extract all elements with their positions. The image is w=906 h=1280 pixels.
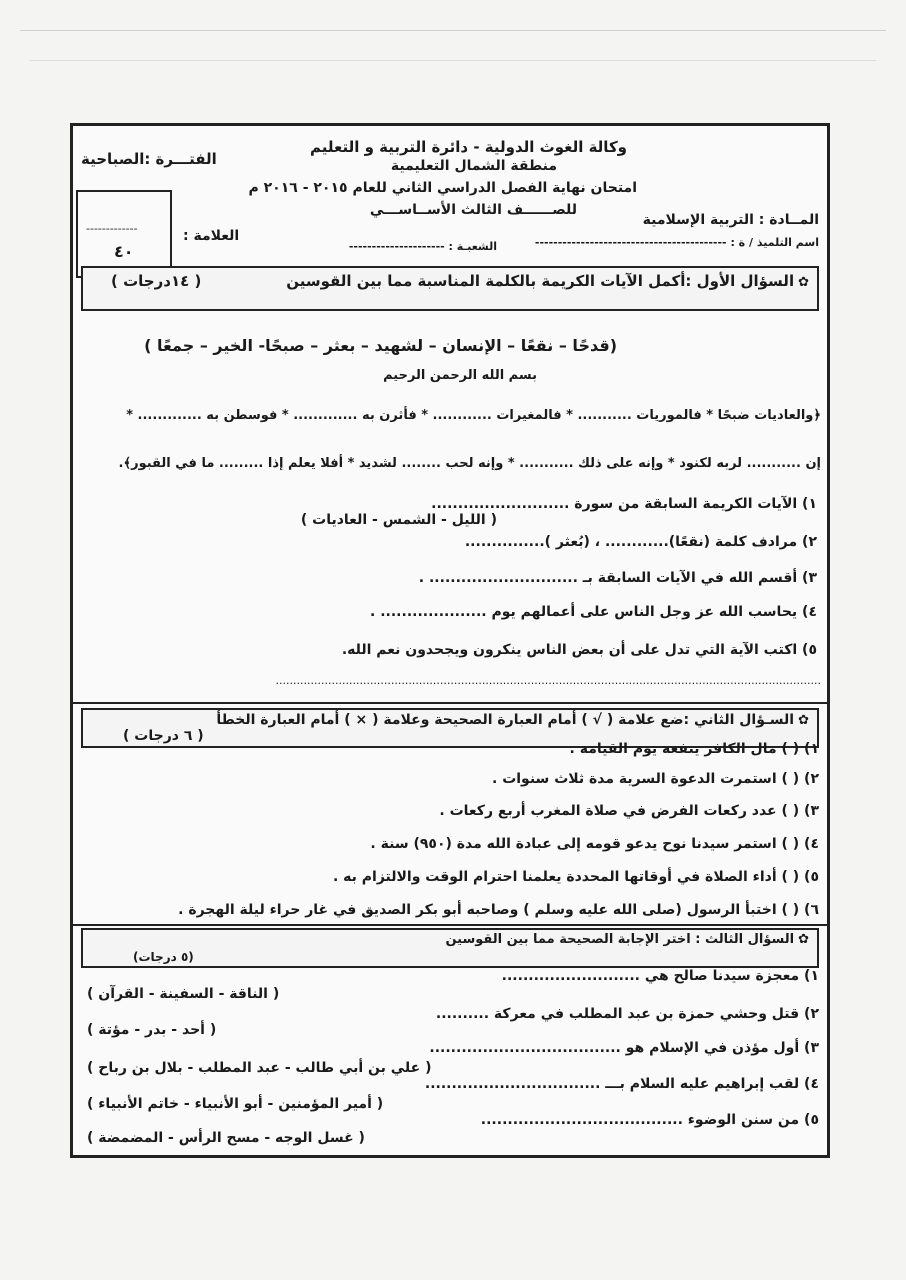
q1-item-3-num: ٣) — [802, 570, 817, 586]
q3-header — [81, 928, 819, 968]
page-edge — [20, 30, 886, 31]
flower-icon: ✿ — [798, 932, 809, 947]
exam-sheet — [70, 123, 830, 1158]
q2-item-4-num: ٤) — [804, 836, 819, 852]
student-name-field[interactable]: اسم التلميذ / ة : ------------------------------------------ — [534, 236, 819, 249]
q3-item-4-choices: ( أمير المؤمنين - أبو الأنبياء - خاتم الأنبياء ) — [87, 1096, 384, 1112]
divider — [73, 702, 827, 704]
exam-title: امتحان نهاية الفصل الدراسي الثاني للعام ٢٠١٥ - ٢٠١٦ م — [248, 180, 637, 196]
q2-item-1-text: مال الكافر ينفعه يوم القيامة . — [569, 741, 777, 757]
section-field[interactable]: الشعبـة : --------------------- — [348, 240, 497, 253]
verse-line-1[interactable]: ﴿والعاديات ضبحًا * فالموريات ........... * فالمغيرات ............ * فأثرن به ............. * فوسطن به ............. * — [126, 408, 821, 423]
basmala: بسم الله الرحمن الرحيم — [383, 368, 537, 383]
agency-line: وكالة الغوث الدولية - دائرة التربية و التعليم — [310, 138, 627, 156]
q2-item-6-num: ٦) — [804, 902, 819, 918]
grade-label: العلامة : — [183, 228, 240, 244]
q2-item-5-box[interactable]: ( ) — [781, 869, 800, 885]
q1-title-rest: :أكمل الآيات الكريمة بالكلمة المناسبة مما بين القوسين — [286, 272, 692, 290]
q2-title — [216, 712, 809, 728]
q2-item-3-box[interactable]: ( ) — [781, 803, 800, 819]
q1-item-1-num: ١) — [802, 496, 817, 512]
grade-line: للصــــــف الثالث الأســاســـي — [369, 202, 577, 218]
q3-item-3-text[interactable]: أول مؤذن في الإسلام هو .................................... — [429, 1040, 800, 1056]
q3-item-5-num: ٥) — [804, 1112, 819, 1128]
q1-item-4 — [370, 604, 817, 620]
q3-item-4-num: ٤) — [804, 1076, 819, 1092]
divider — [73, 924, 827, 926]
q1-item-4-text[interactable]: يحاسب الله عز وجل الناس على أعمالهم يوم .................... . — [370, 604, 798, 620]
q3-item-5-choices: ( غسل الوجه - مسح الرأس - المضمضة ) — [87, 1130, 365, 1146]
q2-item-2-num: ٢) — [804, 771, 819, 787]
q1-marks: ( ١٤درجات ) — [111, 272, 202, 290]
q2-item-5-text: أداء الصلاة في أوقاتها المحددة يعلمنا احترام الوقت والالتزام به . — [332, 869, 777, 885]
q1-answer-line[interactable]: ............................................................................................................................................................ — [275, 674, 821, 687]
q2-item-2-box[interactable]: ( ) — [781, 771, 800, 787]
q2-item-3 — [439, 803, 819, 819]
q2-item-4-box[interactable]: ( ) — [781, 836, 800, 852]
verse-line-2[interactable]: إن ........... لربه لكنود * وإنه على ذلك ........... * وإنه لحب ........ لشديد * أفلا يعلم إذا ......... ما في القبور﴾. — [118, 456, 821, 471]
q2-item-4 — [370, 836, 819, 852]
q3-item-1 — [502, 968, 819, 984]
mark-box — [76, 190, 172, 278]
q3-title — [445, 932, 809, 947]
max-mark: ٤٠ — [114, 242, 134, 261]
q2-item-1-num: ١) — [804, 741, 819, 757]
subject-label: المــادة : التربية الإسلامية — [642, 212, 819, 228]
mark-box-dashes: ------------- — [86, 222, 138, 235]
q2-marks: ( ٦ درجات ) — [123, 728, 204, 744]
q2-item-2-text: استمرت الدعوة السرية مدة ثلاث سنوات . — [492, 771, 777, 787]
q3-item-2-text[interactable]: قتل وحشي حمزة بن عبد المطلب في معركة .......... — [435, 1006, 800, 1022]
q3-item-3 — [429, 1040, 819, 1056]
flower-icon: ✿ — [798, 713, 809, 728]
q1-header — [81, 266, 819, 311]
q1-item-5 — [342, 642, 817, 658]
q1-item-1-choices: ( الليل - الشمس - العاديات ) — [300, 512, 497, 528]
flower-icon: ✿ — [798, 275, 809, 290]
q1-item-4-num: ٤) — [802, 604, 817, 620]
q3-item-4-text[interactable]: لقب إبراهيم عليه السلام بـــ ................................. — [424, 1076, 800, 1092]
q2-item-4-text: استمر سيدنا نوح يدعو قومه إلى عبادة الله مدة (٩٥٠) سنة . — [370, 836, 777, 852]
q1-title-bold: السؤال الأول — [696, 272, 795, 290]
q1-word-bank: (قدحًا – نقعًا – الإنسان – لشهيد – بعثر – صبحًا- الخير – جمعًا ) — [144, 336, 617, 355]
q1-item-1 — [431, 496, 817, 512]
q2-title-text: السـؤال الثاني :ضع علامة ( √ ) أمام العبارة الصحيحة وعلامة ( × ) أمام العبارة الخطأ — [216, 712, 795, 728]
q3-item-3-choices: ( علي بن أبي طالب - عبد المطلب - بلال بن رباح ) — [87, 1060, 432, 1076]
period-label: الفتـــرة :الصباحية — [81, 150, 217, 168]
q3-item-2-num: ٢) — [804, 1006, 819, 1022]
q1-item-2-num: ٢) — [802, 534, 817, 550]
q1-item-5-num: ٥) — [802, 642, 817, 658]
q1-title — [286, 272, 809, 290]
q3-item-3-num: ٣) — [804, 1040, 819, 1056]
q1-item-5-text: اكتب الآية التي تدل على أن بعض الناس ينكرون ويجحدون نعم الله. — [341, 642, 798, 658]
q3-item-5-text[interactable]: من سنن الوضوء ...................................... — [480, 1112, 800, 1128]
q2-item-3-num: ٣) — [804, 803, 819, 819]
q3-item-2 — [436, 1006, 819, 1022]
q3-item-1-choices: ( الناقة - السفينة - القرآن ) — [87, 986, 280, 1002]
q2-item-6-text: اختبأ الرسول (صلى الله عليه وسلم ) وصاحبه أبو بكر الصديق في غار حراء ليلة الهجرة . — [178, 902, 777, 918]
q2-item-3-text: عدد ركعات الفرض في صلاة المغرب أربع ركعات . — [439, 803, 777, 819]
q2-item-6-box[interactable]: ( ) — [781, 902, 800, 918]
q1-item-2-text[interactable]: مرادف كلمة (نقعًا)............ ، (بُعثر )............... — [464, 534, 798, 550]
q3-item-5 — [481, 1112, 819, 1128]
q3-marks: (٥ درجات) — [133, 950, 194, 964]
region-line: منطقة الشمال التعليمية — [390, 158, 557, 174]
q2-item-2 — [492, 771, 819, 787]
q1-item-2 — [465, 534, 817, 550]
q1-item-3-text[interactable]: أقسم الله في الآيات السابقة بـ ............................ . — [418, 570, 798, 586]
q1-item-1-text[interactable]: الآيات الكريمة السابقة من سورة .......................... — [431, 496, 798, 512]
bleed-line — [30, 60, 876, 61]
q2-item-5-num: ٥) — [804, 869, 819, 885]
q3-item-2-choices: ( أحد - بدر - مؤتة ) — [87, 1022, 217, 1038]
q3-item-4 — [425, 1076, 819, 1092]
q2-item-5 — [333, 869, 819, 885]
q3-title-text: السؤال الثالث : اختر الإجابة الصحيحة مما بين القوسين — [445, 932, 795, 947]
q2-item-1 — [570, 741, 819, 757]
q3-item-1-num: ١) — [804, 968, 819, 984]
q2-item-6 — [178, 902, 819, 918]
q2-item-1-box[interactable]: ( ) — [781, 741, 800, 757]
q1-item-3 — [419, 570, 817, 586]
q3-item-1-text[interactable]: معجزة سيدنا صالح هي .......................... — [501, 968, 800, 984]
